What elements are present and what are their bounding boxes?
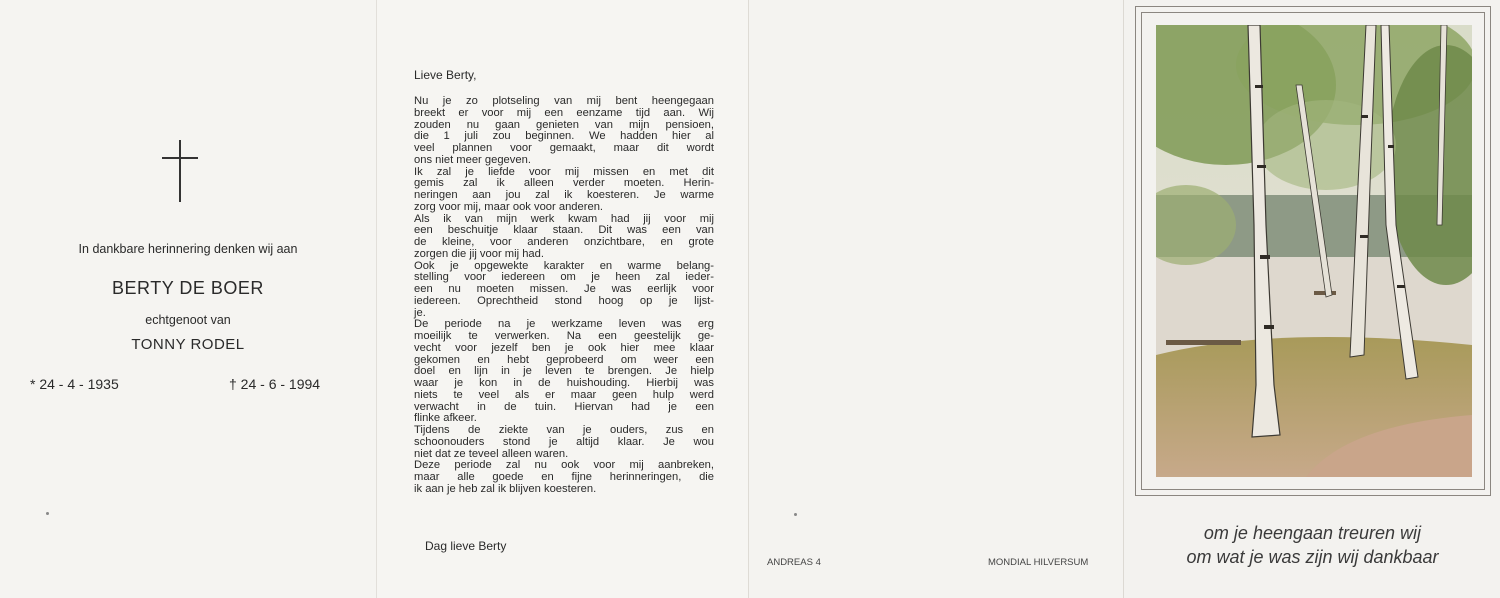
deceased-name: BERTY DE BOER [112, 278, 264, 298]
cross-icon [162, 140, 198, 202]
letter-line: een nu moeten missen. Je was eerlijk voor [414, 283, 714, 295]
letter-line: zorgen die jij voor mij had. [414, 247, 544, 260]
letter-line: zouden nu gaan genieten van mijn pensioen, [414, 118, 714, 131]
printer-name: MONDIAL HILVERSUM [988, 557, 1089, 568]
letter-line: Ik zal je liefde voor mij missen en met dit [414, 165, 714, 178]
letter-line: de kleine, voor anderen onzichtbare, en grote [414, 236, 714, 248]
relation-text: echtgenoot van [145, 313, 231, 327]
paper-speck [794, 513, 797, 516]
letter-line: stelling voor iedereen om je heen zal ieder- [414, 271, 714, 284]
letter-line: je. [414, 306, 426, 319]
letter-line: flinke afkeer. [414, 412, 477, 425]
letter-line: waar je kon in de huishouding. Hierbij was [414, 377, 714, 389]
letter-line: Tijdens de ziekte van je ouders, zus en [414, 424, 714, 436]
letter-line: iedereen. Oprechtheid stond hoog op je lijst- [414, 294, 714, 307]
letter-line: moeilijk te verwerken. Na een geestelijk ge- [414, 330, 714, 342]
photo-panel [1123, 0, 1500, 598]
birch-lake-photo [1156, 25, 1472, 477]
death-date: † 24 - 6 - 1994 [229, 376, 321, 392]
letter-line: verwacht in de tuin. Hiervan had je een [414, 400, 714, 413]
letter-line: doel en lijn in je leven te brengen. Je hielp [414, 365, 714, 378]
letter-line: maar alle goede en fijne herinneringen, die [414, 471, 714, 483]
letter-line: zorg voor mij, maar ook voor anderen. [414, 200, 604, 213]
letter-line: een beschuitje klaar staan. Dit was een van [414, 224, 714, 237]
letter-line: ik aan je heb zal ik blijven koesteren. [414, 482, 597, 495]
letter-line: gekomen en hebt geprobeerd om weer een [414, 353, 714, 366]
letter-line: neringen aan jou zal ik koesteren. Je warme [414, 189, 714, 201]
letter-line: Als ik van mijn werk kwam had jij voor mij [414, 212, 714, 225]
verse-line-2: om wat je was zijn wij dankbaar [1186, 547, 1439, 567]
back-panel [748, 0, 1123, 598]
letter-line: breekt er voor mij een eenzame tijd aan. Wij [414, 106, 714, 119]
spouse-name: TONNY RODEL [131, 336, 245, 353]
letter-line: Ook je opgewekte karakter en warme belang- [414, 259, 714, 272]
birth-date: * 24 - 4 - 1935 [30, 376, 119, 392]
print-code: ANDREAS 4 [767, 557, 821, 568]
letter-line: vecht voor jezelf ben je ook hier mee klaar [414, 341, 714, 354]
paper-speck [46, 512, 49, 515]
letter-salutation: Lieve Berty, [414, 68, 477, 82]
letter-closing: Dag lieve Berty [425, 539, 507, 553]
letter-line: veel plannen voor gemaakt, maar dit wordt [414, 142, 714, 154]
intro-text: In dankbare herinnering denken wij aan [78, 242, 298, 256]
letter-line: schoonouders stond je altijd klaar. Je wou [414, 435, 714, 448]
letter-line: gemis zal ik alleen verder moeten. Herin- [414, 177, 714, 190]
letter-panel [376, 0, 748, 598]
letter-line: Deze periode zal nu ook voor mij aanbreken, [414, 459, 714, 472]
letter-line: ons niet meer gegeven. [414, 153, 531, 166]
letter-line: niet dat ze teveel alleen waren. [414, 447, 569, 460]
letter-line: niets te veel als er maar geen hulp werd [414, 388, 714, 401]
letter-body [414, 96, 714, 496]
letter-line: Nu je zo plotseling van mij bent heengegaan [414, 95, 714, 107]
letter-line: die 1 juli zou beginnen. We hadden hier al [414, 130, 714, 143]
front-panel [0, 0, 376, 598]
letter-line: De periode na je werkzame leven was erg [414, 318, 714, 331]
verse-line-1: om je heengaan treuren wij [1203, 523, 1422, 543]
